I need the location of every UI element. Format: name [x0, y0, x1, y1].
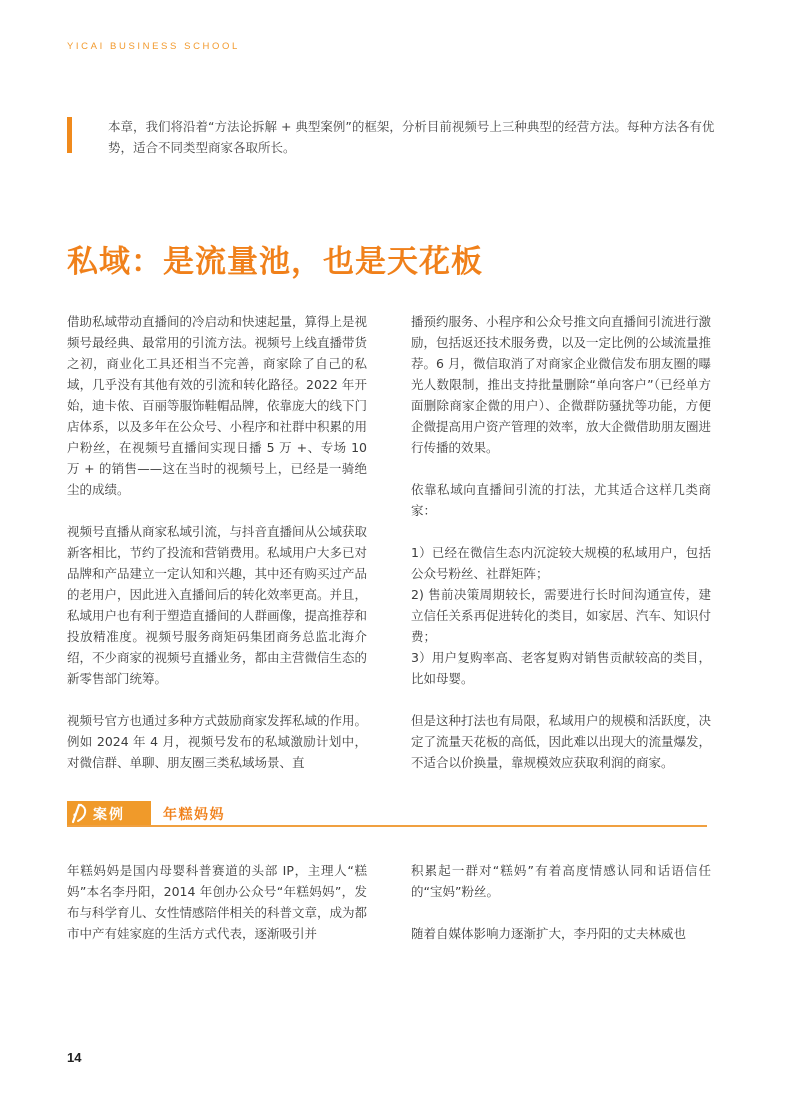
page-number: 14 — [67, 1050, 82, 1065]
case-tag — [67, 801, 151, 825]
paragraph: 播预约服务、小程序和公众号推文向直播间引流进行激励，包括返还技术服务费，以及一定比例的公域流量推荐。6 月，微信取消了对商家企业微信发布朋友圈的曝光人数限制，推出支持批量删除“单向客户”（已经单方面删除商家企微的用户）、企微群防骚扰等功能，方便企微提高用户资产管理的效率，放大企微借助朋友圈进行传播的效果。 — [411, 314, 712, 455]
case-tag-label: 案例 — [93, 807, 125, 823]
intro-accent-bar — [67, 117, 72, 153]
list-item: 1）已经在微信生态内沉淀较大规模的私域用户，包括公众号粉丝、社群矩阵； — [411, 545, 711, 581]
case-title: 年糕妈妈 — [163, 807, 225, 823]
case-divider — [67, 825, 707, 827]
list-item: 3）用户复购率高、老客复购对销售贡献较高的类目，比如母婴。 — [411, 650, 711, 686]
case-logo-icon — [69, 802, 91, 824]
paragraph: 积累起一群对“糕妈”有着高度情感认同和话语信任的“宝妈”粉丝。 — [411, 863, 711, 899]
paragraph: 借助私域带动直播间的冷启动和快速起量，算得上是视频号最经典、最常用的引流方法。视频号上线直播带货之初，商业化工具还相当不完善，商家除了自己的私域，几乎没有其他有效的引流和转化路径。2022 年开始，迪卡侬、百丽等服饰鞋帽品牌，依靠庞大的线下门店体系，以及多年在公众号、小程序和社群中积累的用户粉丝，在视频号直播间实现日播 5 万 +、专场 10 万 + 的销售——这在当时的视频号上，已经是一骑绝尘的成绩。 — [67, 314, 368, 497]
section-title: 私域：是流量池，也是天花板 — [67, 244, 483, 280]
case-left-column — [67, 860, 367, 944]
paragraph: 但是这种打法也有局限，私域用户的规模和活跃度，决定了流量天花板的高低，因此难以出现大的流量爆发，不适合以价换量，靠规模效应获取利润的商家。 — [411, 713, 712, 770]
brand-header: YICAI BUSINESS SCHOOL — [67, 41, 240, 52]
list-item: 2) 售前决策周期较长，需要进行长时间沟通宣传，建立信任关系再促进转化的类目，如家居、汽车、知识付费； — [411, 587, 712, 644]
paragraph: 依靠私域向直播间引流的打法，尤其适合这样几类商家： — [411, 482, 711, 518]
left-column — [67, 311, 367, 773]
paragraph: 视频号直播从商家私域引流，与抖音直播间从公域获取新客相比，节约了投流和营销费用。私域用户大多已对品牌和产品建立一定认知和兴趣，其中还有购买过产品的老用户，因此进入直播间后的转化效率更高。并且，私域用户也有利于塑造直播间的人群画像，提高推荐和投放精准度。视频号服务商矩码集团商务总监北海介绍，不少商家的视频号直播业务，都由主营微信生态的新零售部门统筹。 — [67, 524, 368, 686]
paragraph: 随着自媒体影响力逐渐扩大，李丹阳的丈夫林威也 — [411, 926, 687, 941]
case-header — [67, 801, 707, 827]
paragraph: 视频号官方也通过多种方式鼓励商家发挥私域的作用。例如 2024 年 4 月，视频号发布的私域激励计划中，对微信群、单聊、朋友圈三类私域场景、直 — [67, 713, 368, 770]
intro-paragraph: 本章，我们将沿着“方法论拆解 + 典型案例”的框架，分析目前视频号上三种典型的经营方法。每种方法各有优势，适合不同类型商家各取所长。 — [108, 119, 715, 155]
case-right-column — [411, 860, 711, 944]
paragraph: 年糕妈妈是国内母婴科普赛道的头部 IP，主理人“糕妈”本名李丹阳，2014 年创办公众号“年糕妈妈”，发布与科学育儿、女性情感陪伴相关的科普文章，成为都市中产有娃家庭的生活方式代表，逐渐吸引并 — [67, 863, 368, 941]
right-column — [411, 311, 711, 773]
